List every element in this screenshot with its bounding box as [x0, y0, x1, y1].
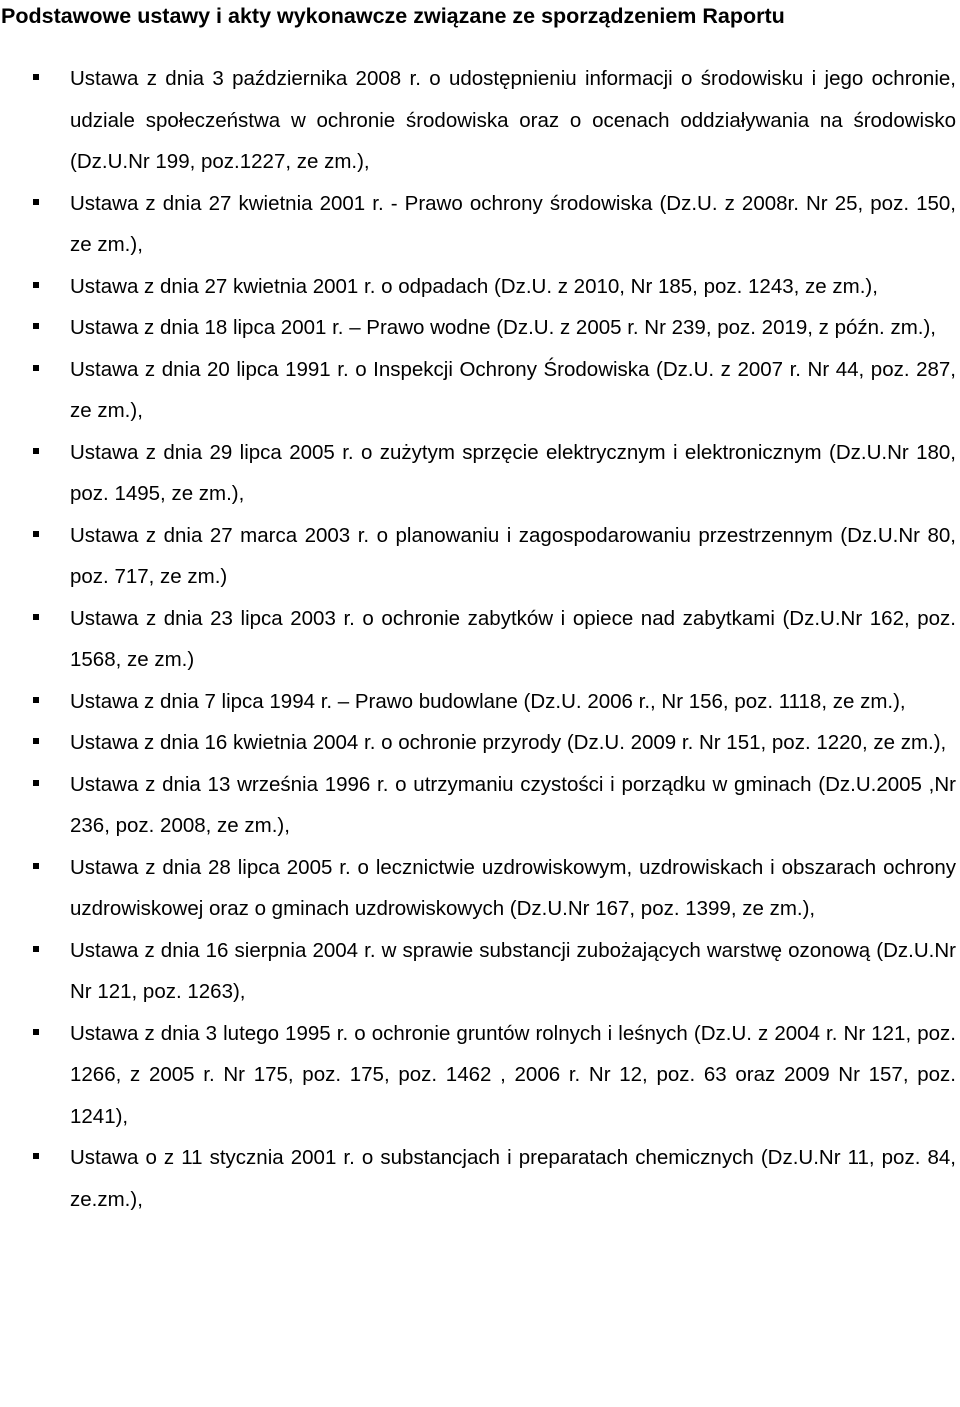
square-bullet-icon: [33, 74, 39, 80]
list-item: [0, 432, 960, 515]
square-bullet-icon: [33, 780, 39, 786]
list-item-text: Ustawa o z 11 stycznia 2001 r. o substancjach i preparatach chemicznych (Dz.U.Nr 11, poz. 84, ze.zm.),: [70, 1146, 956, 1211]
list-item: [0, 1137, 960, 1220]
list-item: [0, 764, 960, 847]
list-item: [0, 598, 960, 681]
square-bullet-icon: [33, 1153, 39, 1159]
list-item-text: Ustawa z dnia 16 sierpnia 2004 r. w sprawie substancji zubożających warstwę ozonową (Dz.U.Nr Nr 121, poz. 1263),: [70, 938, 956, 1003]
square-bullet-icon: [33, 738, 39, 744]
square-bullet-icon: [33, 531, 39, 537]
list-item-text: Ustawa z dnia 18 lipca 2001 r. – Prawo wodne (Dz.U. z 2005 r. Nr 239, poz. 2019, z późn. zm.),: [70, 316, 936, 339]
document-title: Podstawowe ustawy i akty wykonawcze związane ze sporządzeniem Raportu: [1, 4, 785, 28]
square-bullet-icon: [33, 946, 39, 952]
list-item-text: Ustawa z dnia 27 kwietnia 2001 r. o odpadach (Dz.U. z 2010, Nr 185, poz. 1243, ze zm.),: [70, 274, 878, 298]
list-item-text: Ustawa z dnia 20 lipca 1991 r. o Inspekcji Ochrony Środowiska (Dz.U. z 2007 r. Nr 44, poz. 287, ze zm.),: [70, 357, 956, 422]
list-item-text: Ustawa z dnia 7 lipca 1994 r. – Prawo budowlane (Dz.U. 2006 r., Nr 156, poz. 1118, ze zm.),: [70, 689, 906, 713]
list-item: [0, 183, 960, 266]
list-item: [0, 1013, 960, 1138]
list-item: [0, 930, 960, 1013]
list-item: [0, 266, 960, 308]
list-item: [0, 307, 960, 349]
list-item: [0, 847, 960, 930]
square-bullet-icon: [33, 282, 39, 288]
list-item-text: Ustawa z dnia 3 lutego 1995 r. o ochronie gruntów rolnych i leśnych (Dz.U. z 2004 r. Nr 121, poz. 1266, z 2005 r. Nr 175, poz. 175, poz. 1462 , 2006 r. Nr 12, poz. 63 oraz 2009 Nr 157, poz. 1241),: [70, 1021, 956, 1128]
list-item: [0, 722, 960, 764]
list-item: [0, 58, 960, 183]
square-bullet-icon: [33, 697, 39, 703]
list-item-text: Ustawa z dnia 3 października 2008 r. o udostępnieniu informacji o środowisku i jego ochronie, udziale społeczeństwa w ochronie środowiska oraz o ocenach oddziaływania na środowisko (Dz.U.Nr 199, poz.1227, ze zm.),: [70, 67, 956, 173]
list-item-text: Ustawa z dnia 23 lipca 2003 r. o ochronie zabytków i opiece nad zabytkami (Dz.U.Nr 162, poz. 1568, ze zm.): [70, 606, 956, 671]
list-item: [0, 681, 960, 723]
list-item-text: Ustawa z dnia 27 marca 2003 r. o planowaniu i zagospodarowaniu przestrzennym (Dz.U.Nr 80, poz. 717, ze zm.): [70, 523, 956, 588]
list-item-text: Ustawa z dnia 13 września 1996 r. o utrzymaniu czystości i porządku w gminach (Dz.U.2005 ,Nr 236, poz. 2008, ze zm.),: [70, 772, 956, 837]
square-bullet-icon: [33, 323, 39, 329]
square-bullet-icon: [33, 1029, 39, 1035]
square-bullet-icon: [33, 365, 39, 371]
list-item-text: Ustawa z dnia 28 lipca 2005 r. o lecznictwie uzdrowiskowym, uzdrowiskach i obszarach ochrony uzdrowiskowej oraz o gminach uzdrowiskowych (Dz.U.Nr 167, poz. 1399, ze zm.),: [70, 855, 956, 920]
list-item-text: Ustawa z dnia 29 lipca 2005 r. o zużytym sprzęcie elektrycznym i elektronicznym (Dz.U.Nr 180, poz. 1495, ze zm.),: [70, 440, 956, 505]
list-item: [0, 349, 960, 432]
list-item-text: Ustawa z dnia 16 kwietnia 2004 r. o ochronie przyrody (Dz.U. 2009 r. Nr 151, poz. 1220, ze zm.),: [70, 731, 947, 754]
square-bullet-icon: [33, 614, 39, 620]
legal-acts-list: [0, 58, 960, 1220]
square-bullet-icon: [33, 448, 39, 454]
list-item-text: Ustawa z dnia 27 kwietnia 2001 r. - Prawo ochrony środowiska (Dz.U. z 2008r. Nr 25, poz. 150, ze zm.),: [70, 191, 956, 256]
square-bullet-icon: [33, 863, 39, 869]
square-bullet-icon: [33, 199, 39, 205]
list-item: [0, 515, 960, 598]
